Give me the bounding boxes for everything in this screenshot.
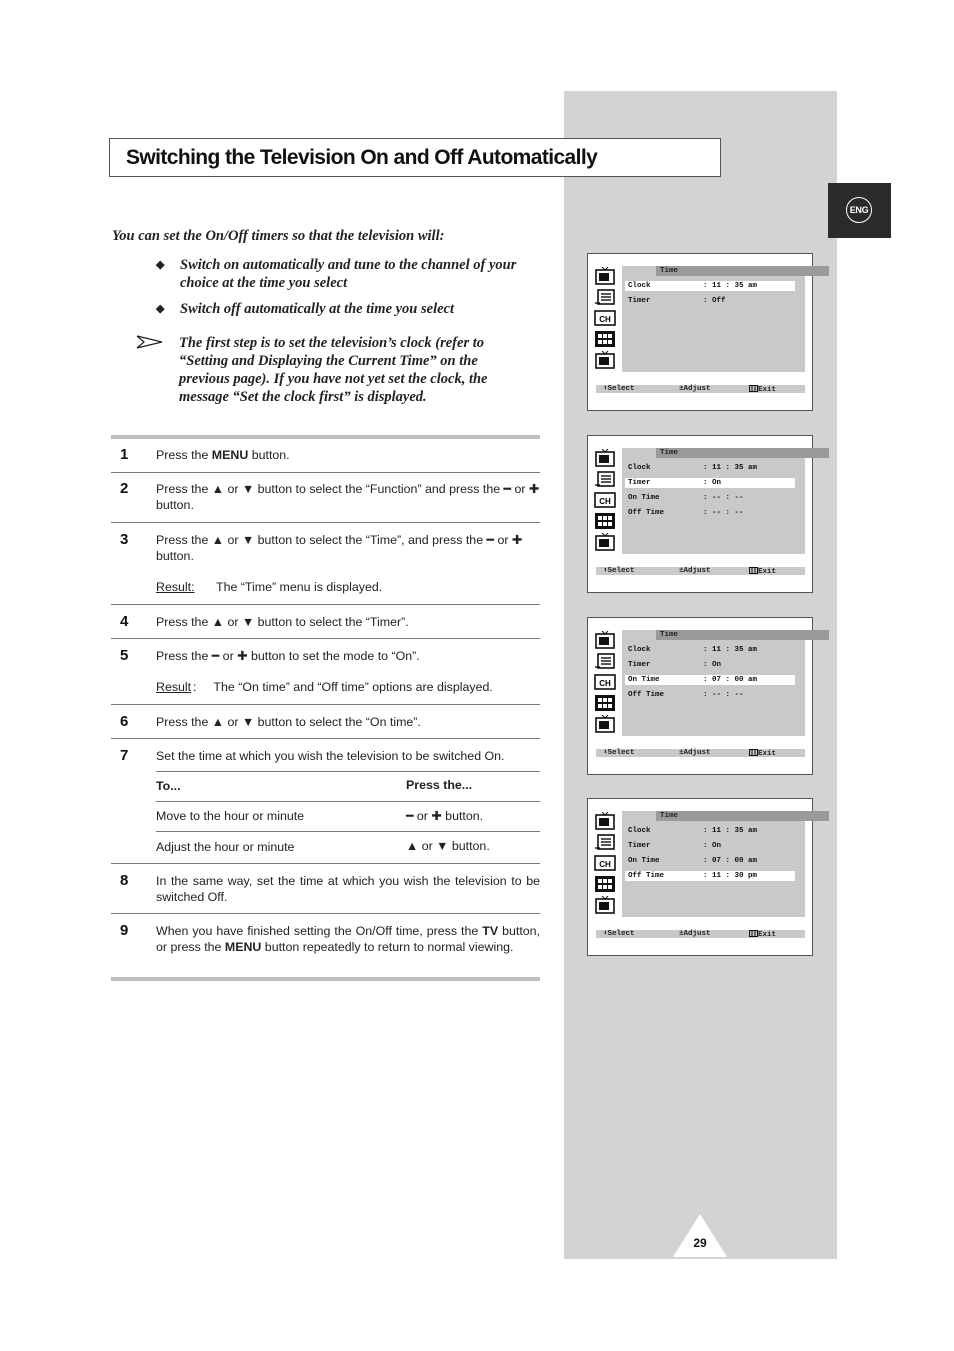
result-text: : The “On time” and “Off time” options are displayed.	[193, 680, 493, 694]
osd-row-value: : -- : --	[703, 509, 744, 517]
step-text: Press the ▲ or ▼ button to select the “Timer”.	[156, 615, 409, 629]
osd-menu-row	[625, 478, 795, 488]
bullet-text: Switch off automatically at the time you select	[180, 301, 455, 317]
osd-row-value: : 07 : 00 am	[703, 857, 758, 865]
svg-text:CH: CH	[599, 679, 611, 688]
step-number: 5	[120, 647, 129, 664]
osd-icon-column	[594, 449, 618, 554]
step-number: 1	[120, 446, 129, 463]
picture-menu-icon	[594, 812, 616, 830]
osd-row-key: Clock	[628, 464, 651, 472]
osd-row-value: : 11 : 35 am	[703, 646, 758, 654]
osd-row-key: Timer	[628, 661, 651, 669]
note	[136, 334, 488, 405]
osd-row-key: Timer	[628, 297, 651, 305]
osd-icon-column	[594, 812, 618, 917]
function-menu-icon	[594, 715, 616, 733]
function-menu-icon	[594, 351, 616, 369]
osd-footer-select: ⬍Select	[603, 930, 635, 938]
osd-footer-exit	[749, 567, 776, 576]
osd-footer-exit	[749, 930, 776, 939]
menu-key-icon	[749, 567, 758, 574]
table-cell: ━ or ✚ button.	[406, 809, 484, 823]
osd-menu-title: Time	[660, 267, 679, 275]
osd-row-key: Timer	[628, 479, 651, 487]
osd-menu-row	[625, 826, 795, 836]
osd-screen	[587, 253, 813, 411]
osd-footer-exit-label: Exit	[758, 750, 777, 758]
step-number: 3	[120, 531, 129, 548]
svg-text:CH: CH	[599, 860, 611, 869]
divider	[111, 472, 540, 473]
setup-menu-icon	[594, 875, 616, 893]
osd-menu-title: Time	[660, 631, 679, 639]
step-text: Press the ▲ or ▼ button to select the “Time”, and press the ━ or ✚ button.	[156, 533, 523, 563]
osd-row-value: : Off	[703, 297, 726, 305]
osd-footer	[596, 385, 805, 393]
step-text: Press the ━ or ✚ button to set the mode to “On”.	[156, 649, 420, 663]
osd-screen	[587, 435, 813, 593]
osd-footer-exit-label: Exit	[758, 568, 777, 576]
divider	[111, 863, 540, 864]
osd-menu-panel	[622, 811, 805, 917]
osd-row-value: : 11 : 35 am	[703, 827, 758, 835]
step-text: Press the MENU button.	[156, 448, 290, 462]
picture-menu-icon	[594, 631, 616, 649]
table-header-to: To...	[156, 779, 181, 793]
osd-footer-adjust: ±Adjust	[679, 567, 711, 575]
osd-footer	[596, 567, 805, 575]
step-text: When you have finished setting the On/Off time, press the TV button, or press the MENU button repeatedly to return to normal viewing.	[156, 924, 540, 954]
osd-menu-row	[625, 675, 795, 685]
osd-footer-exit-label: Exit	[758, 386, 777, 394]
osd-footer-exit	[749, 385, 776, 394]
osd-footer-adjust: ±Adjust	[679, 385, 711, 393]
result-label: Result	[156, 680, 192, 694]
tv-button-label: TV	[482, 924, 499, 938]
divider	[111, 604, 540, 605]
sound-menu-icon	[594, 652, 616, 670]
menu-button-label: MENU	[211, 448, 249, 462]
osd-footer-select: ⬍Select	[603, 749, 635, 757]
osd-row-key: Clock	[628, 646, 651, 654]
step-text: Press the ▲ or ▼ button to select the “Function” and press the ━ or ✚ button.	[156, 482, 540, 512]
step-text: In the same way, set the time at which you wish the television to be switched Off.	[156, 874, 540, 904]
osd-footer	[596, 930, 805, 938]
divider	[111, 638, 540, 639]
picture-menu-icon	[594, 267, 616, 285]
osd-row-value: : On	[703, 842, 722, 850]
arrow-note-icon	[136, 334, 164, 350]
step-number: 9	[120, 922, 129, 939]
setup-menu-icon	[594, 694, 616, 712]
osd-footer-exit-label: Exit	[758, 931, 777, 939]
osd-menu-row	[625, 856, 795, 866]
picture-menu-icon	[594, 449, 616, 467]
osd-menu-row	[625, 841, 795, 851]
table-header-press: Press the...	[406, 778, 473, 792]
osd-row-key: Off Time	[628, 872, 665, 880]
osd-row-value: : -- : --	[703, 691, 744, 699]
table-cell: Move to the hour or minute	[156, 809, 305, 823]
step-number: 7	[120, 747, 129, 764]
table-cell: ▲ or ▼ button.	[406, 839, 490, 853]
osd-icon-column	[594, 267, 618, 372]
osd-menu-title: Time	[660, 449, 679, 457]
osd-row-key: Clock	[628, 282, 651, 290]
osd-icon-column	[594, 631, 618, 736]
osd-row-value: : On	[703, 661, 722, 669]
osd-row-value: : 11 : 35 am	[703, 464, 758, 472]
divider	[111, 522, 540, 523]
result-text: The “Time” menu is displayed.	[216, 580, 383, 594]
divider	[111, 913, 540, 914]
step-number: 4	[120, 613, 129, 630]
channel-menu-icon	[594, 673, 616, 691]
divider	[111, 704, 540, 705]
page-number: 29	[693, 1236, 707, 1250]
steps-top-border	[111, 435, 540, 439]
osd-row-key: Clock	[628, 827, 651, 835]
channel-menu-icon	[594, 854, 616, 872]
osd-screen	[587, 798, 813, 956]
osd-menu-row	[625, 690, 795, 700]
osd-menu-row	[625, 645, 795, 655]
sound-menu-icon	[594, 470, 616, 488]
osd-footer-adjust: ±Adjust	[679, 930, 711, 938]
osd-footer-select: ⬍Select	[603, 385, 635, 393]
page-title: Switching the Television On and Off Automatically	[126, 146, 598, 169]
osd-footer-select: ⬍Select	[603, 567, 635, 575]
osd-menu-title-bar	[656, 630, 829, 640]
osd-menu-row	[625, 463, 795, 473]
channel-menu-icon	[594, 309, 616, 327]
result-label: Result:	[156, 580, 195, 594]
osd-row-key: On Time	[628, 676, 660, 684]
title-box	[109, 138, 721, 177]
step-number: 6	[120, 713, 129, 730]
step-text: Press the ▲ or ▼ button to select the “On time”.	[156, 715, 421, 729]
function-menu-icon	[594, 533, 616, 551]
svg-text:CH: CH	[599, 315, 611, 324]
osd-row-value: : -- : --	[703, 494, 744, 502]
diamond-bullet-icon: ◆	[156, 303, 165, 315]
osd-row-key: Off Time	[628, 691, 665, 699]
osd-row-value: : 11 : 35 am	[703, 282, 758, 290]
menu-key-icon	[749, 749, 758, 756]
osd-footer-adjust: ±Adjust	[679, 749, 711, 757]
language-badge: ENG	[846, 197, 872, 223]
divider	[156, 831, 540, 832]
menu-key-icon	[749, 385, 758, 392]
osd-menu-row	[625, 871, 795, 881]
osd-menu-panel	[622, 630, 805, 736]
osd-menu-panel	[622, 448, 805, 554]
sound-menu-icon	[594, 833, 616, 851]
osd-menu-title-bar	[656, 266, 829, 276]
divider	[156, 801, 540, 802]
osd-menu-title-bar	[656, 448, 829, 458]
osd-row-key: On Time	[628, 494, 660, 502]
osd-menu-row	[625, 493, 795, 503]
osd-row-value: : 11 : 30 pm	[703, 872, 758, 880]
note-text: The first step is to set the television’s clock (refer to “Setting and Displaying the Current Time” on the previous page). If you have not yet set the clock, the message “Set the clock first” is displayed.	[179, 335, 488, 405]
osd-menu-row	[625, 660, 795, 670]
bullet-text: Switch on automatically and tune to the channel of your choice at the time you select	[180, 257, 517, 291]
osd-menu-title-bar	[656, 811, 829, 821]
osd-row-key: Off Time	[628, 509, 665, 517]
svg-text:CH: CH	[599, 497, 611, 506]
function-menu-icon	[594, 896, 616, 914]
osd-menu-title: Time	[660, 812, 679, 820]
osd-row-key: Timer	[628, 842, 651, 850]
step-number: 2	[120, 480, 129, 497]
setup-menu-icon	[594, 330, 616, 348]
osd-row-key: On Time	[628, 857, 660, 865]
osd-row-value: : On	[703, 479, 722, 487]
step-number: 8	[120, 872, 129, 889]
menu-button-label: MENU	[224, 940, 262, 954]
osd-menu-row	[625, 281, 795, 291]
osd-menu-row	[625, 508, 795, 518]
osd-menu-row	[625, 296, 795, 306]
divider	[156, 771, 540, 772]
channel-menu-icon	[594, 491, 616, 509]
table-cell: Adjust the hour or minute	[156, 840, 295, 854]
menu-key-icon	[749, 930, 758, 937]
steps-bottom-border	[111, 977, 540, 981]
osd-screen	[587, 617, 813, 775]
setup-menu-icon	[594, 512, 616, 530]
osd-row-value: : 07 : 00 am	[703, 676, 758, 684]
osd-footer-exit	[749, 749, 776, 758]
osd-footer	[596, 749, 805, 757]
step-text: Set the time at which you wish the television to be switched On.	[156, 749, 505, 763]
language-tab	[828, 183, 891, 238]
diamond-bullet-icon: ◆	[156, 259, 165, 271]
intro-text: You can set the On/Off timers so that the television will:	[112, 228, 445, 244]
divider	[111, 738, 540, 739]
osd-menu-panel	[622, 266, 805, 372]
sound-menu-icon	[594, 288, 616, 306]
